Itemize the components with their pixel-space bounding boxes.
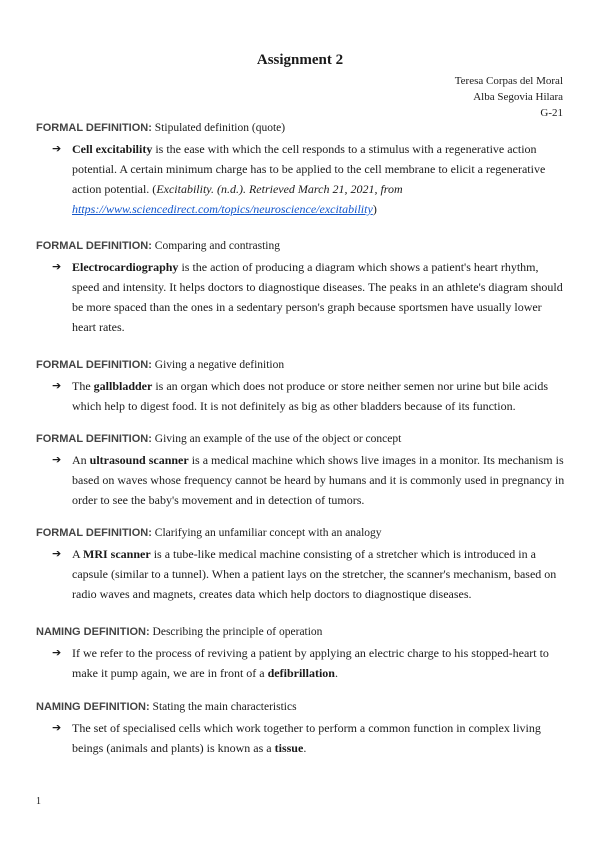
definition-text: If we refer to the process of reviving a patient by applying an electric charge to his stopped-heart to make it pump again, we are in front of a defibrillation. [72,646,549,680]
definition-kind: FORMAL DEFINITION: [36,433,152,445]
defined-term: Cell excitability [72,142,153,156]
author-name: Teresa Corpas del Moral [454,75,563,87]
section-heading [36,431,566,447]
definition-text: The gallbladder is an organ which does not produce or store neither semen nor urine but bile acids which help to digest food. It is not definitely as big as other bladders because of its function. [72,379,549,413]
definition-text: The set of specialised cells which work together to perform a common function in complex living beings (animals and plants) is known as a tissue. [72,721,541,755]
arrow-bullet-icon: ➔ [52,142,62,155]
definition-text: A MRI scanner is a tube-like medical machine consisting of a stretcher which is introduced in a capsule (similar to a tunnel). When a patient lays on the stretcher, the scanner's mechanism, based on radio waves and magnets, creates data which help doctors to diagnostique diseases. [72,547,557,601]
definition-item [36,643,566,683]
citation-link[interactable]: https://www.sciencedirect.com/topics/neuroscience/excitability [72,202,373,216]
arrow-bullet-icon: ➔ [52,379,62,392]
definition-method: Describing the principle of operation [152,626,323,638]
definition-kind: FORMAL DEFINITION: [36,527,152,539]
definition-item [36,544,566,604]
definition-item [36,139,566,219]
definition-section [36,431,566,510]
defined-term: tissue [274,741,304,755]
definition-method: Stipulated definition (quote) [154,122,286,134]
definition-section [36,624,566,683]
definition-section [36,120,566,219]
arrow-bullet-icon: ➔ [52,547,62,560]
page-number: 1 [36,796,41,807]
section-heading [36,699,566,715]
section-heading [36,624,566,640]
definition-method: Giving an example of the use of the object or concept [154,433,402,445]
definition-method: Comparing and contrasting [154,240,280,252]
definition-text: Electrocardiography is the action of producing a diagram which shows a patient's heart rhythm, speed and intensity. It helps doctors to diagnostique diseases. The peaks in an athlete's diagram should be more spaced than the ones in a sedentary person's graph because sportsmen have usually lower heart rates. [72,260,563,334]
definition-kind: FORMAL DEFINITION: [36,359,152,371]
definition-item [36,718,566,758]
arrow-bullet-icon: ➔ [52,646,62,659]
defined-term: Electrocardiography [72,260,179,274]
author-block [455,73,563,121]
definition-item [36,257,566,337]
defined-term: defibrillation [267,666,335,680]
definition-item [36,450,566,510]
definition-method: Clarifying an unfamiliar concept with an analogy [154,527,382,539]
definition-kind: FORMAL DEFINITION: [36,240,152,252]
defined-term: MRI scanner [83,547,151,561]
definition-section [36,238,566,337]
group-code: G-21 [540,107,563,119]
definition-kind: NAMING DEFINITION: [36,701,150,713]
definition-section [36,357,566,416]
definition-kind: NAMING DEFINITION: [36,626,150,638]
arrow-bullet-icon: ➔ [52,453,62,466]
section-heading [36,525,566,541]
definition-section [36,525,566,604]
arrow-bullet-icon: ➔ [52,260,62,273]
section-heading [36,357,566,373]
definition-method: Giving a negative definition [154,359,285,371]
document-title: Assignment 2 [256,52,344,68]
definition-item [36,376,566,416]
arrow-bullet-icon: ➔ [52,721,62,734]
defined-term: ultrasound scanner [89,453,189,467]
definition-text: An ultrasound scanner is a medical machine which shows live images in a monitor. Its mechanism is based on waves whose frequency cannot be heard by humans and it is commonly used in pregnancy in order to see the baby's movement and in detection of tumors. [72,453,565,507]
section-heading [36,120,566,136]
citation: Excitability. (n.d.). Retrieved March 21, 2021, from [156,182,403,196]
section-heading [36,238,566,254]
author-name: Alba Segovia Hilara [473,91,563,103]
definition-text: Cell excitability is the ease with which the cell responds to a stimulus with a regenerative action potential. A certain minimum charge has to be applied to the cell membrane to elicit a regenerative action potential. (Excitability. (n.d.). Retrieved March 21, 2021, from https://www.sciencedirect.com/topics/neuroscience/excitability) [72,142,546,216]
definition-section [36,699,566,758]
definition-method: Stating the main characteristics [152,701,297,713]
definition-kind: FORMAL DEFINITION: [36,122,152,134]
defined-term: gallbladder [93,379,153,393]
